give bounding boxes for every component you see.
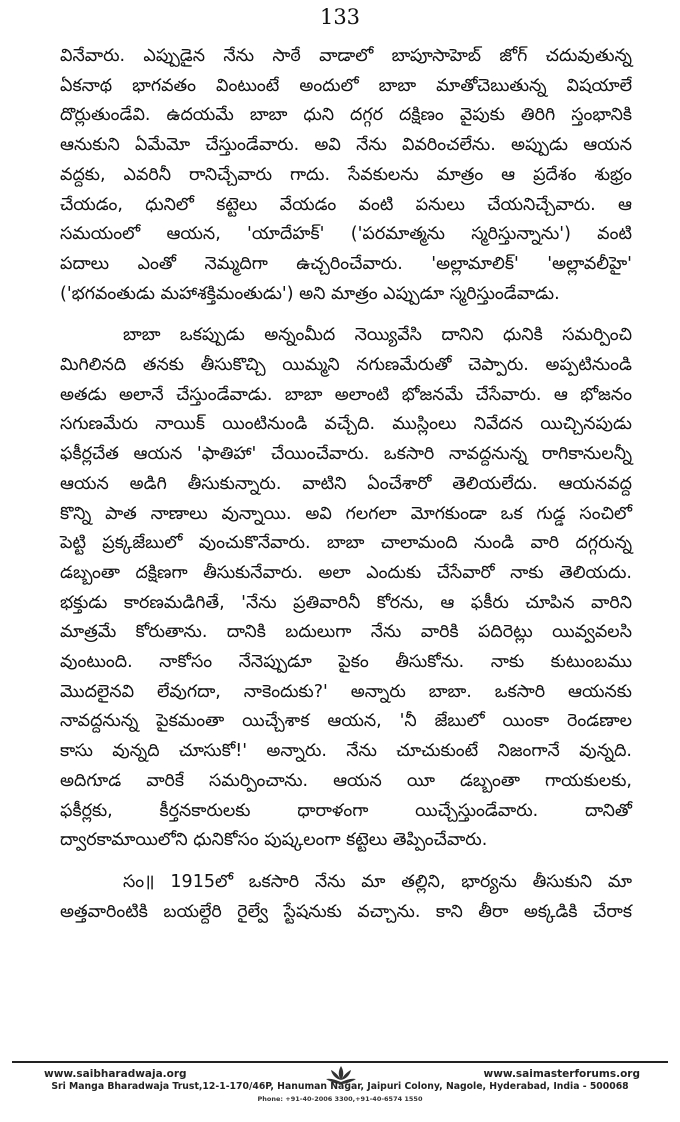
paragraph-gap	[60, 309, 632, 321]
text-line: ఫకీర్లచేత ఆయన 'ఫాతిహా' చేయించేవారు. ఒకసారి నావద్దనున్న రాగికానులన్నీ	[60, 444, 632, 465]
text-line: పదాలు ఎంతో నెమ్మదిగా ఉచ్చరించేవారు. 'అల్లామాలిక్' 'అల్లావలీహై'	[60, 253, 632, 274]
text-line: దొర్లుతుండేవి. ఉదయమే బాబా ధుని దగ్గర దక్షిణం వైపుకు తిరిగి స్తంభానికి	[60, 105, 632, 126]
text-line: నావద్దనున్న పైకమంతా యిచ్చేశాక ఆయన, 'నీ జేబులో యింకా రెండణాల	[60, 711, 632, 732]
text-line: వద్దకు, ఎవరినీ రానిచ్చేవారు గాదు. సేవకులను మాత్రం ఆ ప్రదేశం శుభ్రం	[60, 164, 632, 185]
text-line: డబ్బంతా దక్షిణగా తీసుకునేవారు. అలా ఎందుకు చేసేవారో నాకు తెలియదు.	[60, 562, 632, 583]
text-line: అదిగూడ వారికే సమర్పించాను. ఆయన యీ డబ్బంతా గాయకులకు,	[60, 770, 632, 791]
paragraph	[60, 868, 632, 927]
text-line: అత్తవారింటికి బయల్దేరి రైల్వే స్టేషనుకు వచ్చాను. కాని తీరా అక్కడికి చేరాక	[60, 901, 632, 922]
text-line: అతడు అలానే చేస్తుండేవాడు. బాబా అలాంటి భోజనమే చేసేవారు. ఆ భోజనం	[60, 384, 632, 405]
text-line: పెట్టి ప్రక్కజేబులో వుంచుకొనేవారు. బాబా చాలామంది నుండి వారి దగ్గరున్న	[60, 533, 632, 554]
text-line: ఆయన అడిగి తీసుకున్నారు. వాటిని ఏంచేశారో తెలియలేదు. ఆయనవద్ద	[60, 473, 632, 494]
text-line: మాత్రమే కోరుతాను. దానికి బదులుగా నేను వారికి పదిరెట్లు యివ్వవలసి	[60, 622, 632, 643]
paragraph	[60, 42, 632, 309]
text-line: కొన్ని పాత నాణాలు వున్నాయి. అవి గలగలా మోగకుండా ఒక గుడ్డ సంచిలో	[60, 503, 632, 524]
text-line: సం॥ 1915లో ఒకసారి నేను మా తల్లిని, భార్యను తీసుకుని మా	[123, 871, 632, 892]
text-line: ఏకనాథ భాగవతం వింటుంటే అందులో బాబా మాతోచెబుతున్న విషయాలే	[60, 75, 632, 96]
text-line: ('భగవంతుడు మహాశక్తిమంతుడు') అని మాత్రం ఎప్పుడూ స్మరిస్తుండేవాడు.	[60, 283, 560, 304]
paragraph-gap	[60, 856, 632, 868]
footer-address: Sri Manga Bharadwaja Trust,12-1-170/46P, Hanuman Nagar, Jaipuri Colony, Nagole, Hyderabad, India - 500068	[51, 1081, 629, 1092]
footer-website-left[interactable]: www.saibharadwaja.org	[44, 1068, 187, 1080]
text-line: ఫకీర్లకు, కీర్తనకారులకు ధారాళంగా యిచ్చేస్తుండేవారు. దానితో	[60, 800, 632, 821]
page-number: 133	[319, 5, 361, 29]
footer-phone: Phone: +91-40-2006 3300,+91-40-6574 1550	[257, 1095, 423, 1103]
text-line: ద్వారకామాయిలోని ధునికోసం పుష్కలంగా కట్టెలు తెప్పించేవారు.	[60, 830, 488, 851]
text-line: ఆనుకుని ఏమేమో చేస్తుండేవారు. అవి నేను వివరించలేను. అప్పుడు ఆయన	[60, 135, 632, 156]
text-line: వుంటుంది. నాకోసం నేనెప్పుడూ పైకం తీసుకోను. నాకు కుటుంబము	[60, 652, 632, 673]
text-line: మిగిలినది తనకు తీసుకొచ్చి యిమ్మని నగుణమేరుతో చెప్పారు. అప్పటినుండి	[60, 355, 632, 376]
text-line: సగుణమేరు నాయిక్ యింటినుండి వచ్చేది. ముస్లింలు నివేదన యిచ్చినపుడు	[60, 414, 632, 435]
page-footer	[0, 1063, 680, 1122]
footer-website-right[interactable]: www.saimasterforums.org	[483, 1068, 640, 1080]
text-line: సమయంలో ఆయన, 'యాదేహక్' ('పరమాత్మను స్మరిస్తున్నాను') వంటి	[60, 224, 632, 245]
text-line: బాబా ఒకప్పుడు అన్నంమీద నెయ్యివేసి దానిని ధునికి సమర్పించి	[123, 325, 632, 346]
text-line: వినేవారు. ఎప్పుడైన నేను సాఠే వాడాలో బాపూసాహెబ్ జోగ్ చదువుతున్న	[60, 46, 632, 66]
paragraph	[60, 321, 632, 856]
body-text	[60, 42, 632, 927]
text-line: కాసు వున్నది చూసుకో!' అన్నారు. నేను చూచుకుంటే నిజంగానే వున్నది.	[60, 741, 632, 762]
text-line: భక్తుడు కారణమడిగితే, 'నేను ప్రతివారినీ కోరను, ఆ ఫకీరు చూపిన వారిని	[60, 592, 632, 613]
text-line: చేయడం, ధునిలో కట్టెలు వేయడం వంటి పనులు చేయనిచ్చేవారు. ఆ	[60, 194, 632, 215]
text-line: మొదలైనవి లేవుగదా, నాకెందుకు?' అన్నారు బాబా. ఒకసారి ఆయనకు	[60, 681, 632, 702]
